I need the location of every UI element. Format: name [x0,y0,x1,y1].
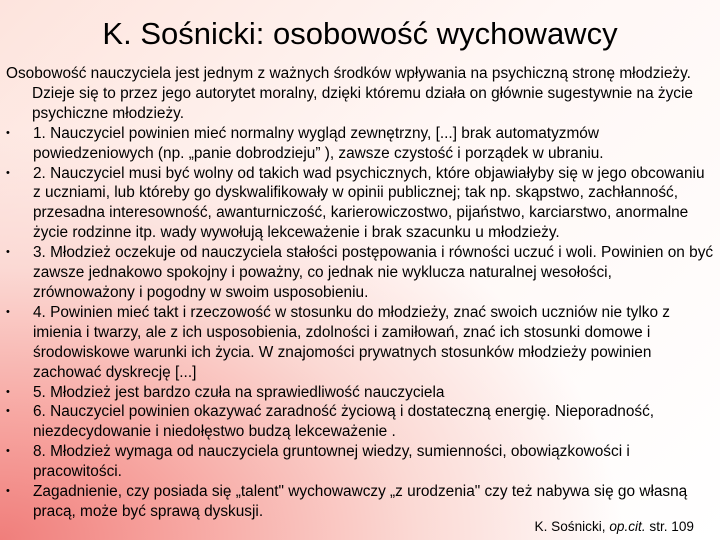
intro-paragraph: Osobowość nauczyciela jest jednym z ważnych środków wpływania na psychiczną stronę młodzieży. Dzieje się to przez jego autorytet moralny, dzięki któremu działa on głównie sugestywnie na życie psychiczne młodzieży. [6,65,693,122]
bullet-icon: • [6,126,10,139]
bullet-text: 6. Nauczyciel powinien okazywać zaradność życiową i dostateczną energię. Nieporadność, niezdecydowanie i niedołęstwo budzą lekceważenie . [33,403,655,441]
bullet-point-3 [6,243,714,303]
bullet-text: 1. Nauczyciel powinien mieć normalny wygląd zewnętrzny, [...] brak automatyzmów powiedzeniowych (np. „panie dobrodzieju” ), zawsze czystość i porządek w ubraniu. [33,124,604,162]
bullet-point-2 [6,164,714,244]
bullet-point-7 [6,442,714,482]
bullet-text: 5. Młodzież jest bardzo czuła na sprawiedliwość nauczyciela [33,383,445,401]
slide-title: K. Sośnicki: osobowość wychowawcy [102,16,618,51]
bullet-list [6,124,714,522]
slide-body [6,64,714,522]
bullet-icon: • [6,405,10,418]
bullet-icon: • [6,485,10,498]
citation [535,517,694,537]
bullet-text: 4. Powinien mieć takt i rzeczowość w stosunku do młodzieży, znać swoich uczniów nie tylko z imienia i twarzy, ale z ich usposobienia, zdolności i zamiłowań, znać ich stosunki domowe i środowiskowe warunki ich życia. W znajomości prywatnych stosunków młodzieży powinien zachować dyskrecję [...] [33,303,670,381]
bullet-icon: • [6,246,10,259]
bullet-point-4 [6,303,714,383]
citation-page: str. 109 [649,519,694,534]
bullet-point-6 [6,402,714,442]
citation-source: op.cit. [609,519,646,534]
bullet-icon: • [6,166,10,179]
citation-author: K. Sośnicki, [534,519,606,534]
bullet-text: 2. Nauczyciel musi być wolny od takich wad psychicznych, które objawiałyby się w jego obcowaniu z uczniami, lub któreby go dyskwalifikowały w opinii publicznej; tak np. skąpstwo, zachłanność, przesadna interesowność, awanturniczość, karierowiczostwo, pijaństwo, karciarstwo, anormalne życie rodzinne itp. wady wywołują lekceważenie i brak szacunku u młodzieży. [33,164,705,242]
bullet-point-1 [6,124,714,164]
bullet-point-8 [6,482,714,522]
bullet-icon: • [6,445,10,458]
bullet-icon: • [6,385,10,398]
bullet-point-5 [6,383,714,403]
bullet-text: 3. Młodzież oczekuje od nauczyciela stałości postępowania i równości uczuć i woli. Powinien on być zawsze jednakowo spokojny i poważny, co jednak nie wyklucza naturalnej wesołości, zrównoważony i pogodny w swoim usposobieniu. [33,244,714,301]
bullet-text: 8. Młodzież wymaga od nauczyciela gruntownej wiedzy, sumienności, obowiązkowości i pracowitości. [33,443,630,481]
bullet-icon: • [6,305,10,318]
bullet-text: Zagadnienie, czy posiada się „talent" wychowawczy „z urodzenia" czy też nabywa się go własną pracą, może być sprawą dyskusji. [33,483,688,520]
